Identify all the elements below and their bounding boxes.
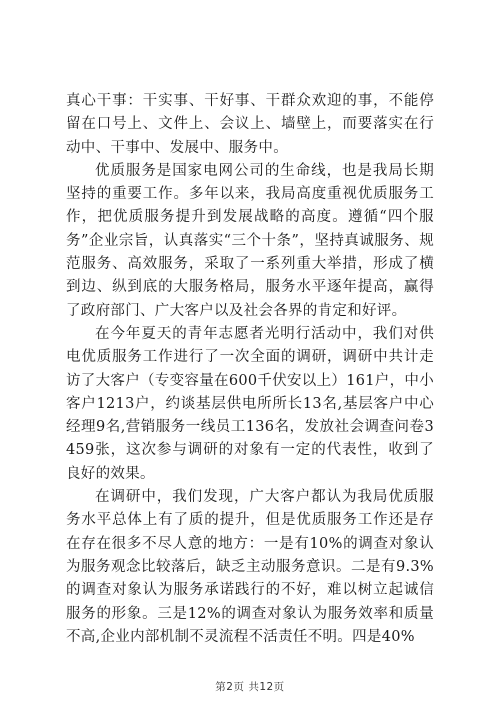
- page-number-footer: 第2页 共12页: [215, 681, 285, 693]
- paragraph-4: 在调研中，我们发现，广大客户都认为我局优质服务水平总体上有了质的提升，但是优质服务工作还是存在存在很多不尽人意的地方：一是有10%的调查对象认为服务观念比较落后，缺乏主动服务意识。二是有9.3%的调查对象认为服务承诺践行的不好，难以树立起诚信服务的形象。三是12%的调查对象认为服务效率和质量不高,企业内部机制不灵流程不活责任不明。四是40%: [66, 489, 434, 645]
- paragraph-2: 优质服务是国家电网公司的生命线，也是我局长期坚持的重要工作。多年以来，我局高度重视优质服务工作，把优质服务提升到发展战略的高度。遵循“四个服务”企业宗旨，认真落实“三个十条”，坚持真诚服务、规范服务、高效服务，采取了一系列重大举措，形成了横到边、纵到底的大服务格局，服务水平逐年提高，赢得了政府部门、广大客户以及社会各界的肯定和好评。: [66, 162, 434, 319]
- paragraph-1: 真心干事：干实事、干好事、干群众欢迎的事，不能停留在口号上、文件上、会议上、墙壁上，而要落实在行动中、干事中、发展中、服务中。: [66, 93, 434, 156]
- paragraph-3: 在今年夏天的青年志愿者光明行活动中，我们对供电优质服务工作进行了一次全面的调研，调研中共计走访了大客户（专变容量在600千伏安以上）161户，中小客户1213户，约谈基层供电所所长13名,基层客户中心经理9名,营销服务一线员工136名，发放社会调查问卷3459张，这次参与调研的对象有一定的代表性，收到了良好的效果。: [66, 325, 434, 482]
- document-body: [66, 90, 434, 649]
